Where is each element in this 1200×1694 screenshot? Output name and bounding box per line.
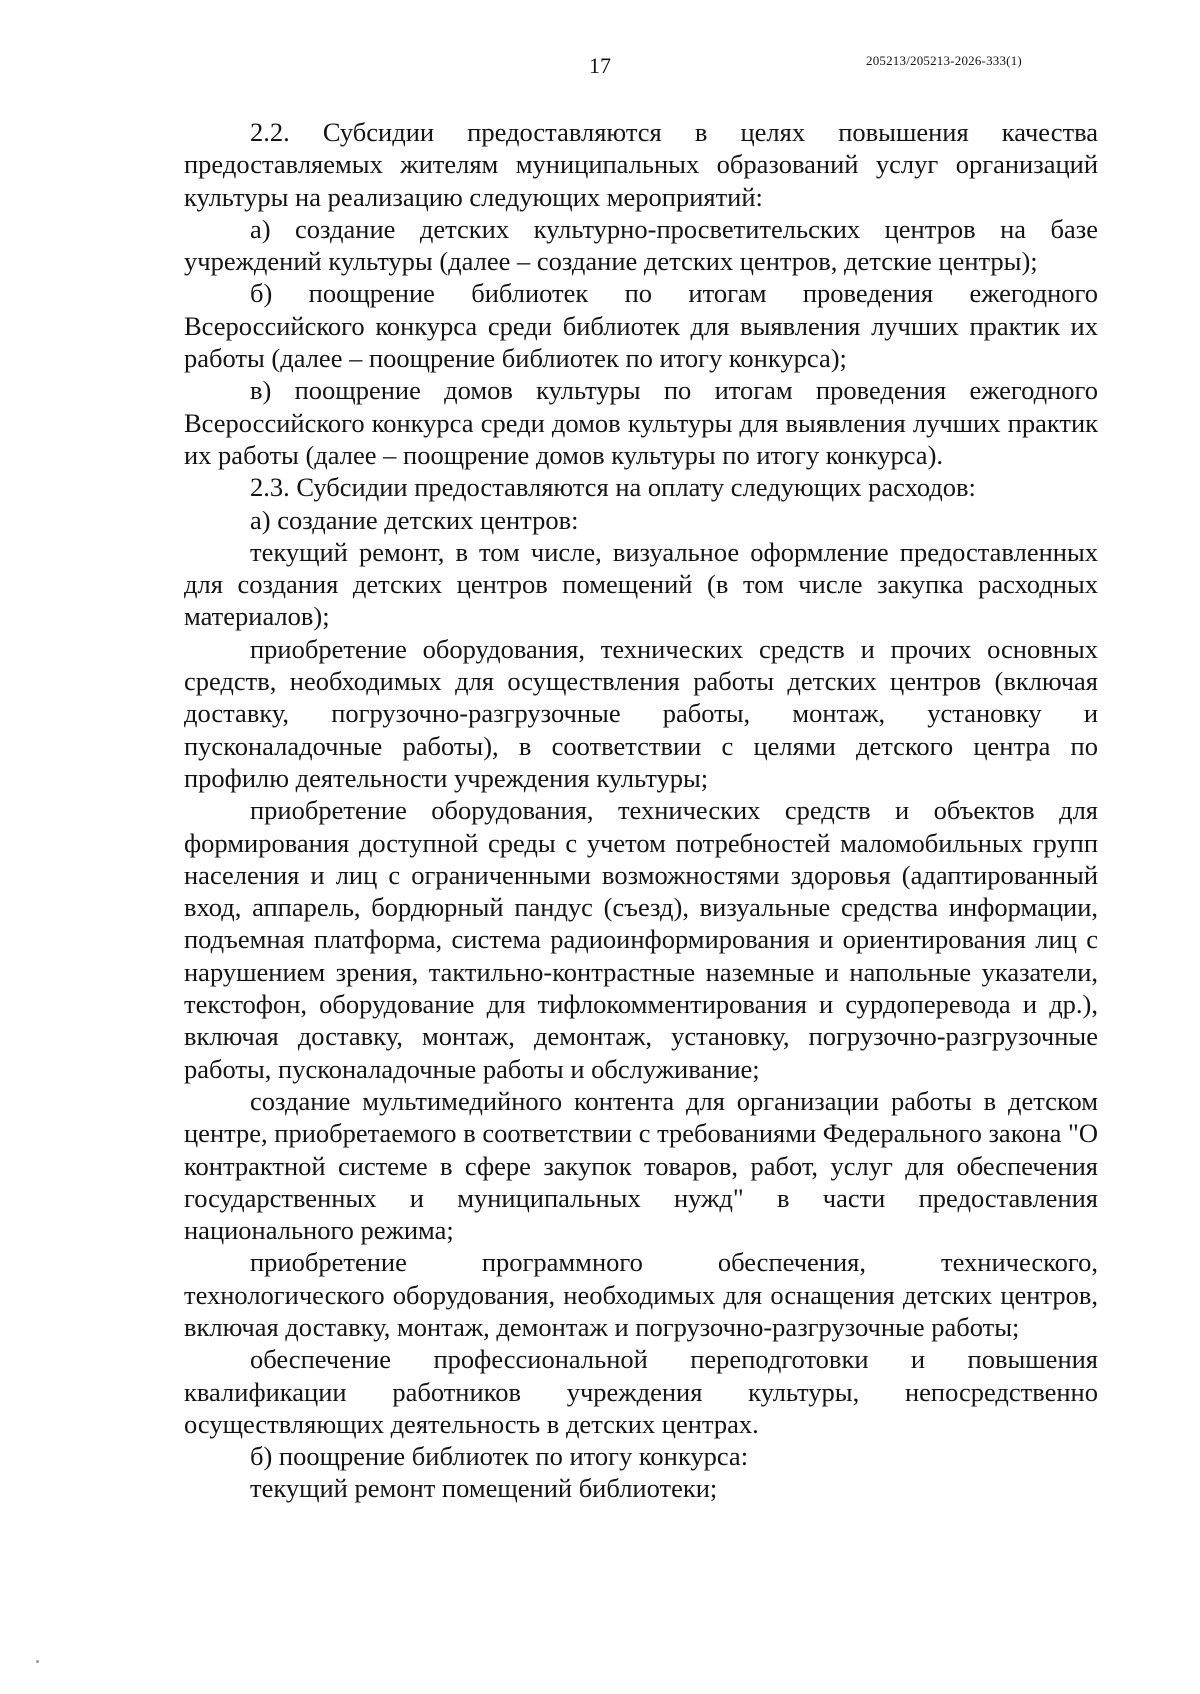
- paragraph-current-repair: текущий ремонт, в том числе, визуальное оформление предоставленных для создания детских центров помещений (в том числе закупка расходных материалов);: [184, 536, 1098, 632]
- paragraph-multimedia-content: создание мультимедийного контента для организации работы в детском центре, приобретаемого в соответствии с требованиями Федерального закона "О контрактной системе в сфере закупок товаров, работ, услуг для обеспечения государственных и муниципальных нужд" в части предоставления национального режима;: [184, 1085, 1098, 1246]
- paragraph-2-3: 2.3. Субсидии предоставляются на оплату следующих расходов:: [250, 472, 976, 503]
- document-body: [184, 116, 1098, 1505]
- paragraph-2-2: 2.2. Субсидии предоставляются в целях повышения качества предоставляемых жителям муниципальных образований услуг организаций культуры на реализацию следующих мероприятий:: [184, 117, 1098, 212]
- paragraph-item-v-culture-houses: в) поощрение домов культуры по итогам проведения ежегодного Всероссийского конкурса среди домов культуры для выявления лучших практик их работы (далее – поощрение домов культуры по итогу конкурса).: [184, 375, 1098, 470]
- paragraph-equipment-purchase: приобретение оборудования, технических средств и прочих основных средств, необходимых для осуществления работы детских центров (включая доставку, погрузочно-разгрузочные работы, монтаж, установку и пусконаладочные работы), в соответствии с целями детского центра по профилю деятельности учреждения культуры;: [184, 633, 1098, 793]
- paragraph-expenses-a-heading: а) создание детских центров:: [250, 504, 579, 535]
- paragraph-staff-training: обеспечение профессиональной переподготовки и повышения квалификации работников учреждения культуры, непосредственно осуществляющих деятельность в детских центрах.: [184, 1344, 1098, 1439]
- paragraph-software-purchase: приобретение программного обеспечения, технического, технологического оборудования, необходимых для оснащения детских центров, включая доставку, монтаж, демонтаж и погрузочно-разгрузочные работы;: [184, 1247, 1098, 1342]
- paragraph-item-a-children-centers: а) создание детских культурно-просветительских центров на базе учреждений культуры (далее – создание детских центров, детские центры);: [184, 213, 1098, 277]
- paragraph-expenses-b-heading: б) поощрение библиотек по итогу конкурса:: [250, 1441, 749, 1472]
- scan-speck: [36, 1660, 39, 1663]
- paragraph-item-b-libraries: б) поощрение библиотек по итогам проведения ежегодного Всероссийского конкурса среди библиотек для выявления лучших практик их работы (далее – поощрение библиотек по итогу конкурса);: [184, 278, 1098, 374]
- page-number: 17: [589, 53, 611, 78]
- paragraph-library-repair: текущий ремонт помещений библиотеки;: [250, 1473, 718, 1504]
- paragraph-accessible-environment: приобретение оборудования, технических средств и объектов для формирования доступной среды с учетом потребностей маломобильных групп населения и лиц с ограниченными возможностями здоровья (адаптированный вход, аппарель, бордюрный пандус (съезд), визуальные средства информации, подъемная платформа, система радиоинформирования и ориентирования лиц с нарушением зрения, тактильно-контрастные наземные и напольные указатели, текстофон, оборудование для тифлокомментирования и сурдоперевода и др.), включая доставку, монтаж, демонтаж, установку, погрузочно-разгрузочные работы, пусконаладочные работы и обслуживание;: [184, 795, 1098, 1084]
- document-reference-number: 205213/205213-2026-333(1): [866, 53, 1022, 68]
